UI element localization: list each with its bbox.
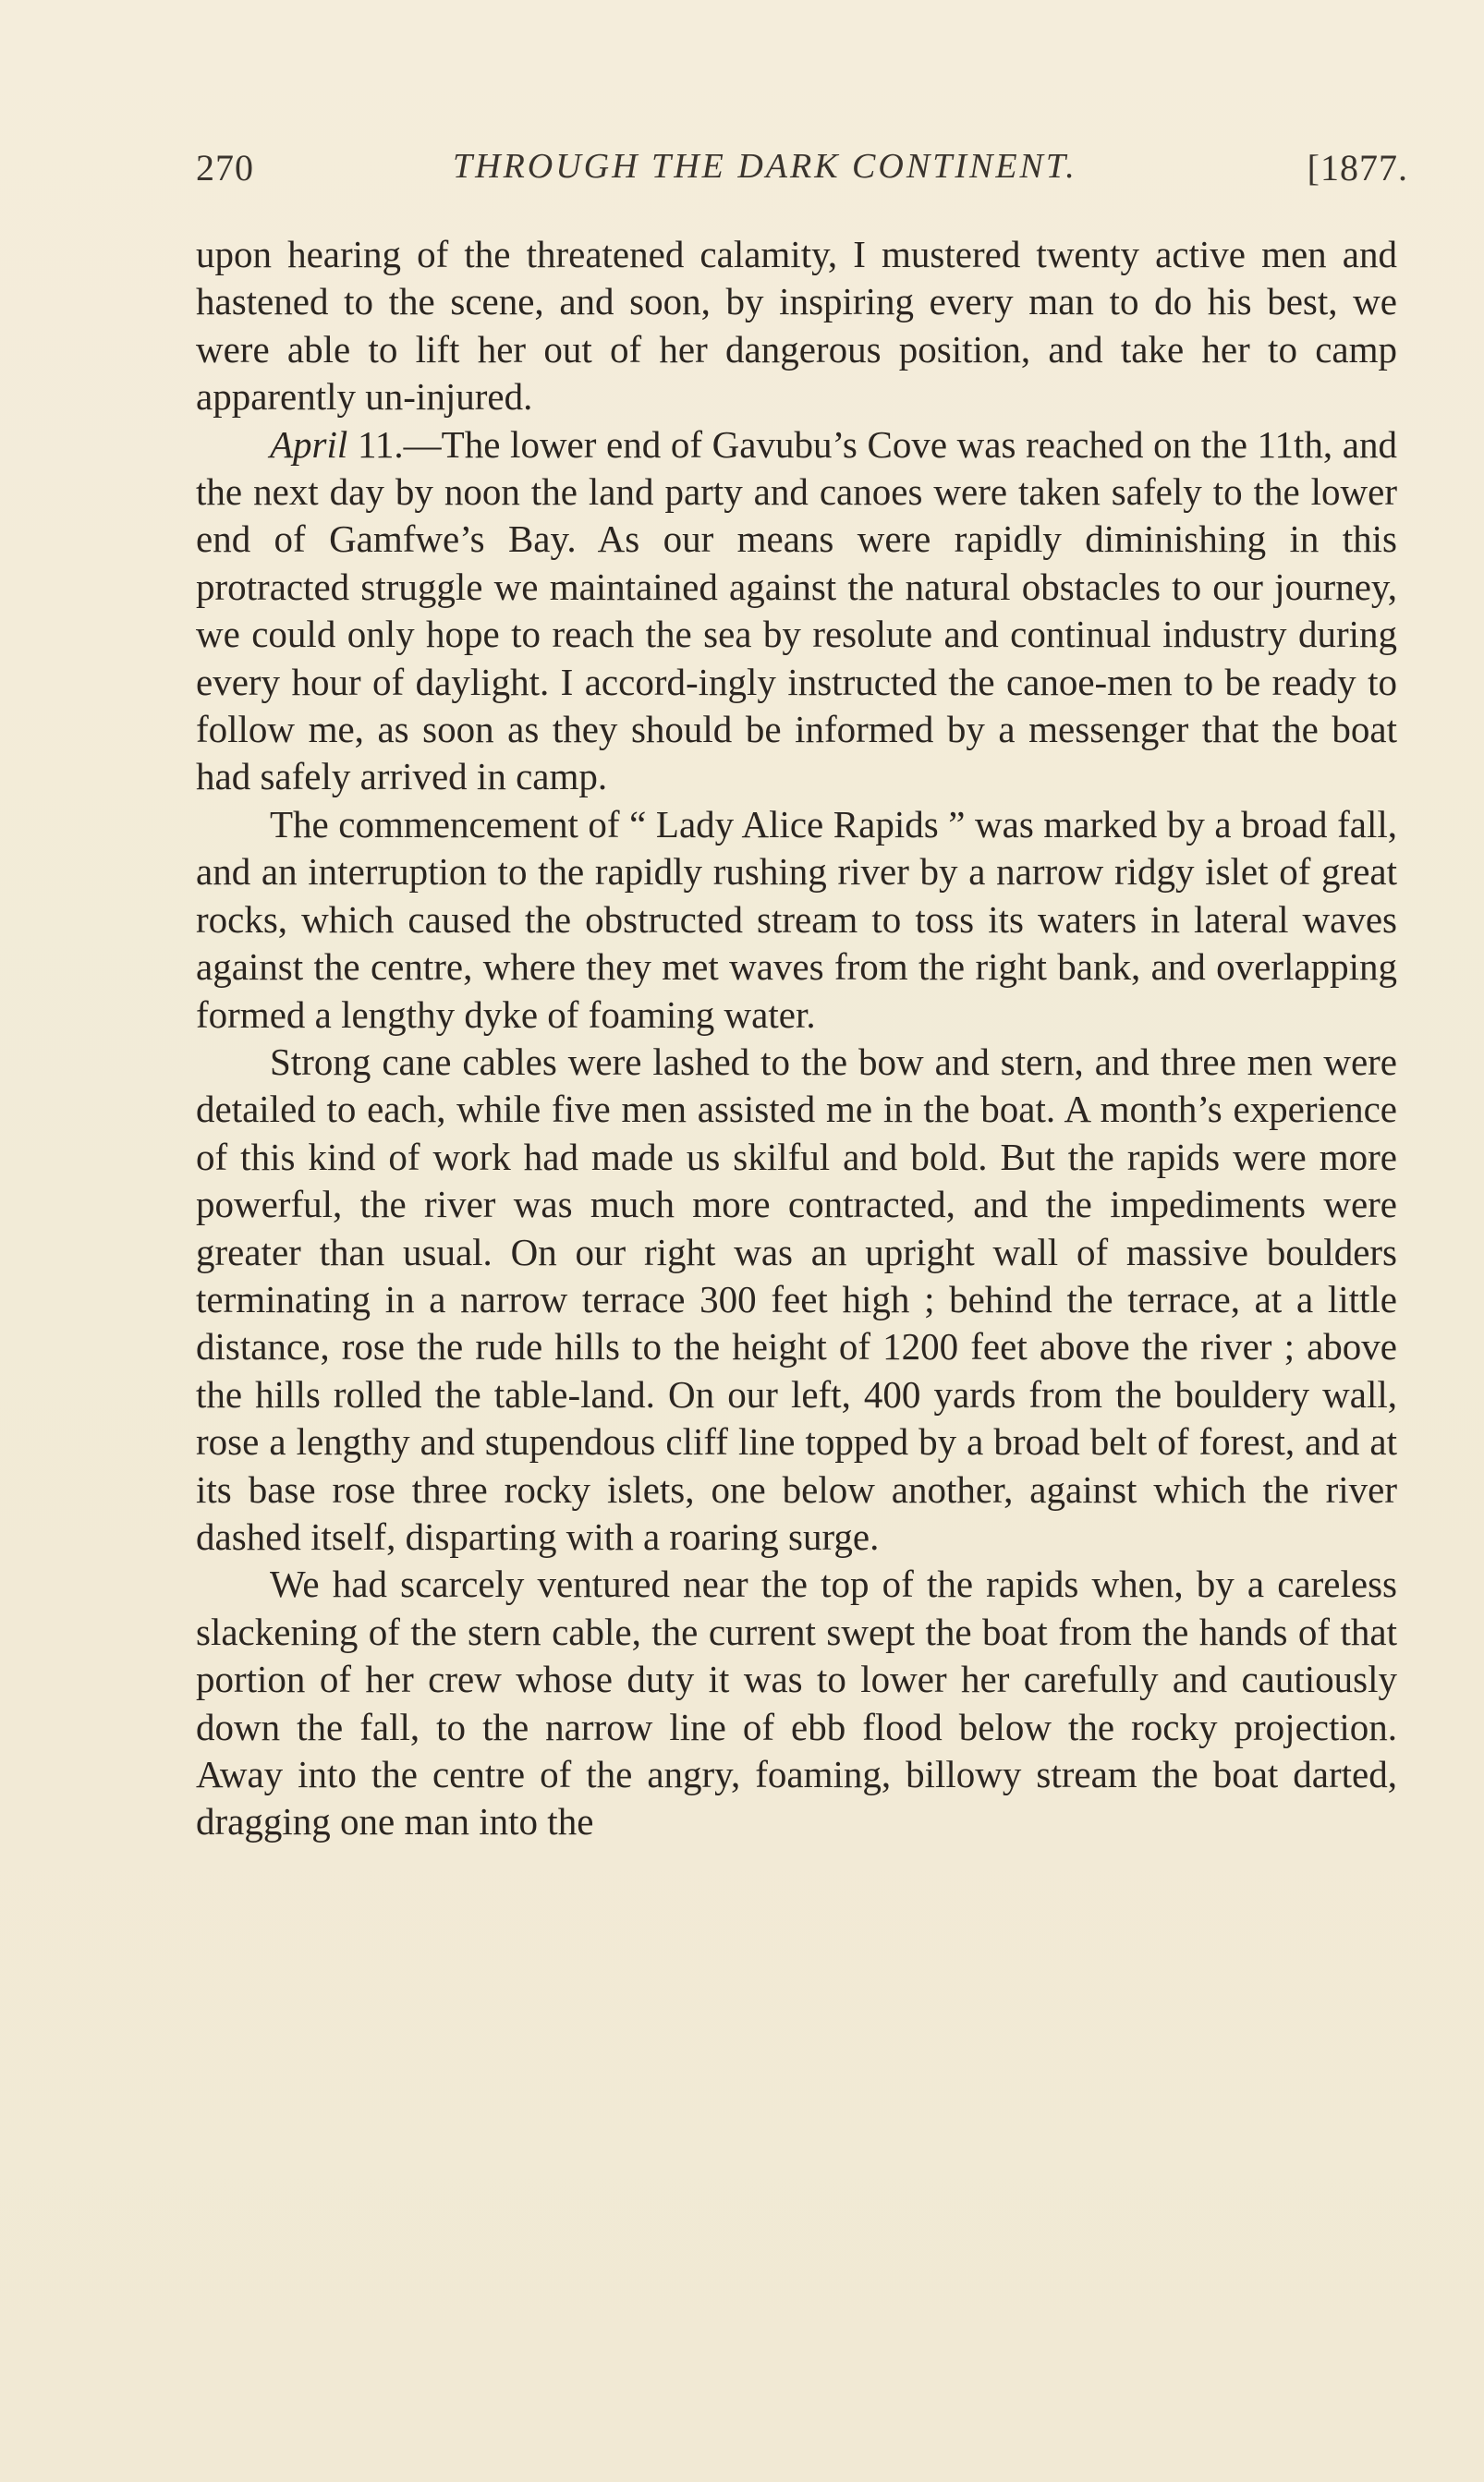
paragraph-2: [196, 421, 1397, 801]
body-text: [196, 231, 1397, 1846]
page-number: 270: [196, 147, 254, 189]
date-lead: April: [270, 422, 348, 466]
paragraph-3: The commencement of “ Lady Alice Rapids ” was marked by a broad fall, and an interruption to the rapidly rushing river by a narrow ridgy islet of great rocks, which caused the obstructed stream to toss its waters in lateral waves against the centre, where they met waves from the right bank, and overlapping formed a lengthy dyke of foaming water.: [196, 802, 1397, 1036]
paragraph-5: We had scarcely ventured near the top of the rapids when, by a careless slackening of the stern cable, the current swept the boat from the hands of that portion of her crew whose duty it was to lower her carefully and cautiously down the fall, to the narrow line of ebb flood below the rocky projection. Away into the centre of the angry, foaming, billowy stream the boat darted, dragging one man into the: [196, 1563, 1397, 1843]
paragraph-4: Strong cane cables were lashed to the bow and stern, and three men were detailed to each, while five men assisted me in the boat. A month’s experience of this kind of work had made us skilful and bold. But the rapids were more powerful, the river was much more contracted, and the impediments were greater than usual. On our right was an upright wall of massive boulders terminating in a narrow terrace 300 feet high ; behind the terrace, at a little distance, rose the rude hills to the height of 1200 feet above the river ; above the hills rolled the table-land. On our left, 400 yards from the bouldery wall, rose a lengthy and stupendous cliff line topped by a broad belt of forest, and at its base rose three rocky islets, one below another, against which the river dashed itself, disparting with a roaring surge.: [196, 1040, 1397, 1558]
chapter-year: [1877.: [1307, 147, 1408, 189]
paragraph-2-text: 11.—The lower end of Gavubu’s Cove was reached on the 11th, and the next day by noon the land party and canoes were taken safely to the lower end of Gamfwe’s Bay. As our means were rapidly diminishing in this protracted struggle we maintained against the natural obstacles to our journey, we could only hope to reach the sea by resolute and continual industry during every hour of daylight. I accord-ingly instructed the canoe-men to be ready to follow me, as soon as they should be informed by a messenger that the boat had safely arrived in camp.: [196, 422, 1397, 798]
page-header: [196, 146, 1408, 201]
paragraph-1: upon hearing of the threatened calamity, I mustered twenty active men and hastened to the scene, and soon, by inspiring every man to do his best, we were able to lift her out of her dangerous position, and take her to camp apparently un-injured.: [196, 233, 1397, 419]
running-title: THROUGH THE DARK CONTINENT.: [453, 147, 1077, 186]
